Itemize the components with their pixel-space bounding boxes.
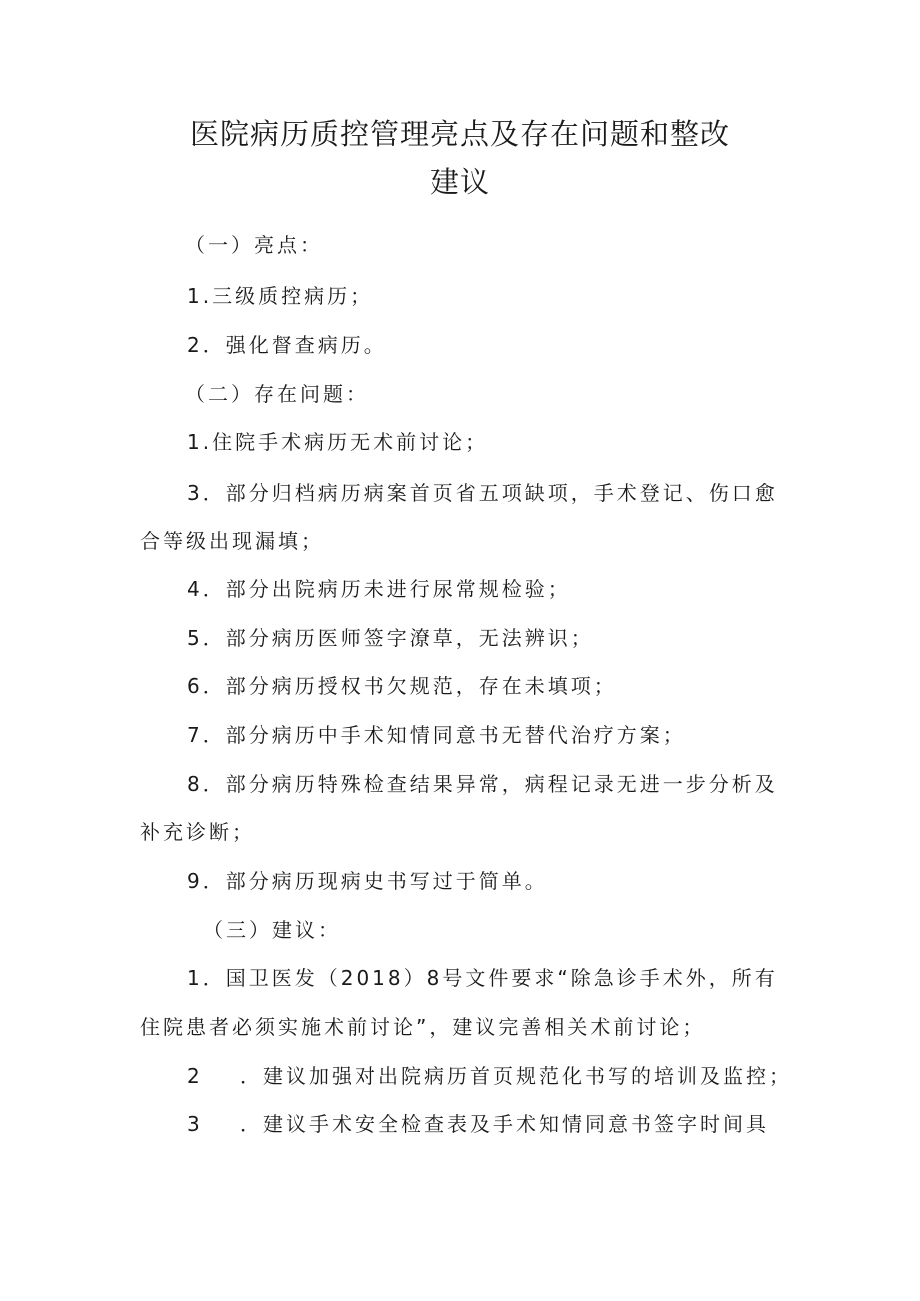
paragraph-line: 6．部分病历授权书欠规范，存在未填项； [187,674,617,698]
paragraph-line: 4．部分出院病历未进行尿常规检验； [187,577,571,601]
paragraph-line: 9．部分病历现病史书写过于简单。 [187,869,548,893]
section-heading-suggestions: （三）建议： [203,918,341,942]
section-heading-highlights: （一）亮点： [185,233,323,257]
paragraph-line: 补充诊断； [140,820,255,844]
paragraph-line: 3．部分归档病历病案首页省五项缺项，手术登记、伤口愈 [187,481,778,505]
paragraph-line: 8．部分病历特殊检查结果异常，病程记录无进一步分析及 [187,772,778,796]
paragraph-line: 合等级出现漏填； [140,529,324,553]
paragraph-line: ．建议手术安全检查表及手术知情同意书签字时间具 [240,1112,769,1136]
paragraph-line: 住院患者必须实施术前讨论”，建议完善相关术前讨论； [140,1015,706,1039]
paragraph-line: 5．部分病历医师签字潦草，无法辨识； [187,626,594,650]
paragraph-line: 1.住院手术病历无术前讨论； [187,430,489,454]
paragraph-line: 1．国卫医发（2018）8号文件要求“除急诊手术外，所有 [187,966,778,990]
paragraph-line: 1.三级质控病历； [187,284,374,308]
paragraph-line: 7．部分病历中手术知情同意书无替代治疗方案； [187,723,686,747]
section-heading-problems: （二）存在问题： [185,382,369,406]
document-title-line-2: 建议 [429,165,490,199]
list-number: 2 [187,1064,203,1088]
paragraph-line: 2．强化督查病历。 [187,333,387,357]
list-number: 3 [187,1112,203,1136]
document-title-line-1: 医院病历质控管理亮点及存在问题和整改 [189,117,730,151]
paragraph-line: ．建议加强对出院病历首页规范化书写的培训及监控； [240,1064,792,1088]
